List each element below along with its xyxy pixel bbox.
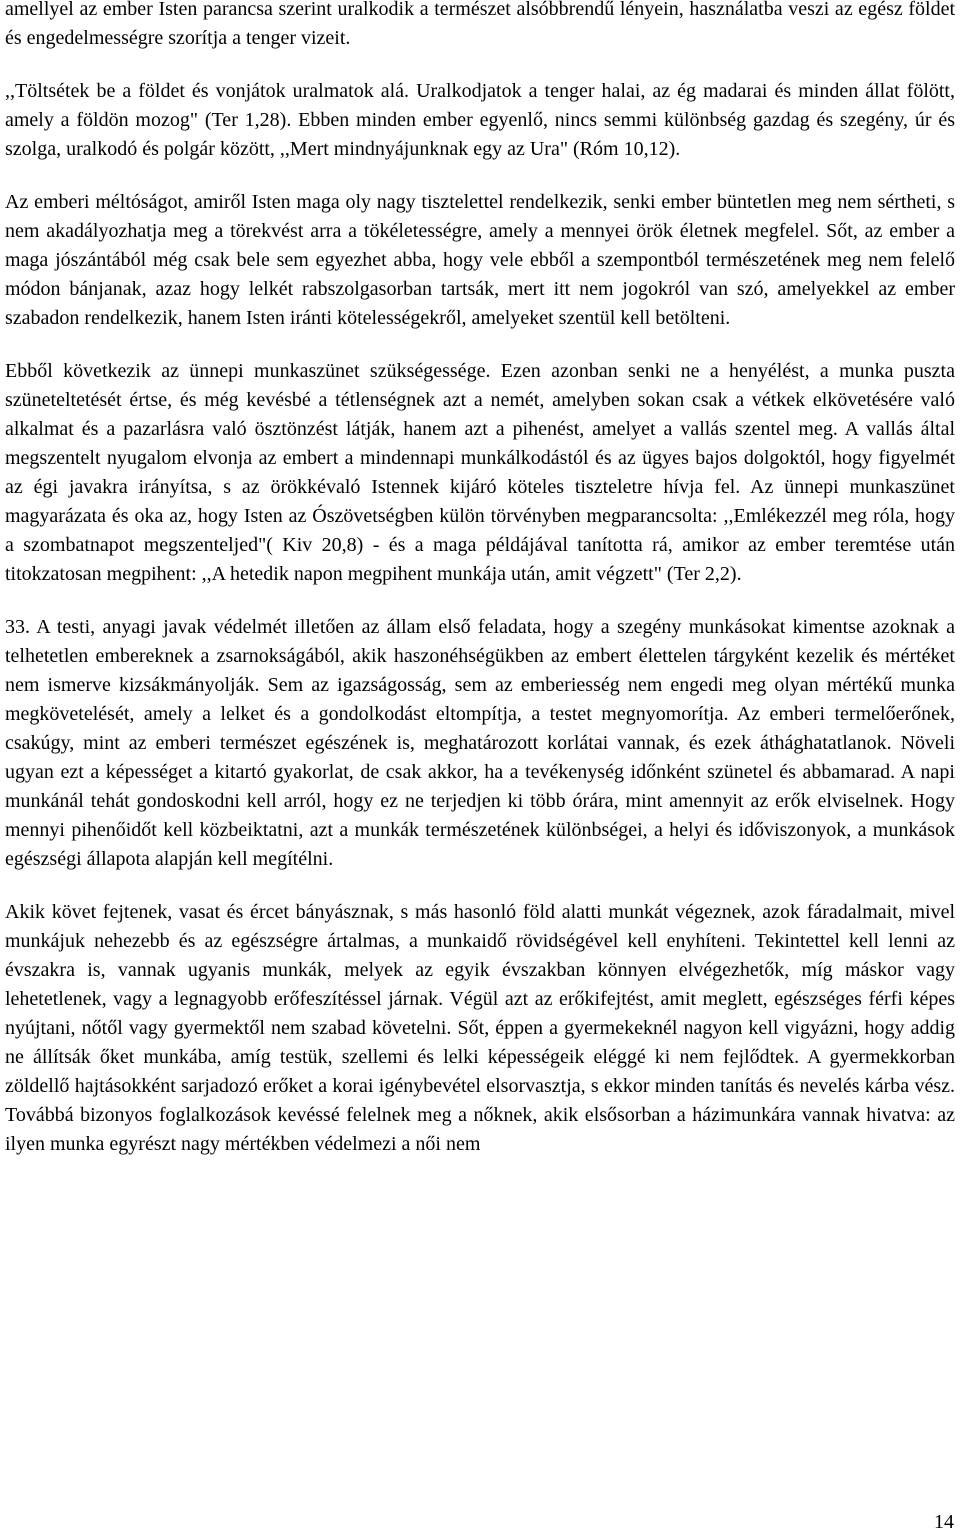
paragraph-6: Akik követ fejtenek, vasat és ércet bányásznak, s más hasonló föld alatti munkát végeznek, azok fáradalmait, mivel munkájuk nehezebb és az egészségre ártalmas, a munkaidő rövidségével kell enyhíteni. Tekintettel kell lenni az évszakra is, vannak ugyanis munkák, melyek az egyik évszakban könnyen elvégezhetők, míg máskor vagy lehetetlenek, vagy a legnagyobb erőfeszítéssel járnak. Végül azt az erőkifejtést, amit meglett, egészséges férfi képes nyújtani, nőtől vagy gyermektől nem szabad követelni. Sőt, éppen a gyermekeknél nagyon kell vigyázni, hogy addig ne állítsák őket munkába, amíg testük, szellemi és lelki képességeik eléggé ki nem fejlődtek. A gyermekkorban zöldellő hajtásokként sarjadozó erőket a korai igénybevétel elsorvasztja, s ekkor minden tanítás és nevelés kárba vész. Továbbá bizonyos foglalkozások kevéssé felelnek meg a nőknek, akik elsősorban a házimunkára vannak hivatva: az ilyen munka egyrészt nagy mértékben védelmezi a női nem xyxy=(5,901,955,1155)
document-page xyxy=(5,0,955,1159)
paragraph-2: ,,Töltsétek be a földet és vonjátok uralmatok alá. Uralkodjatok a tenger halai, az ég madarai és minden állat fölött, amely a földön mozog" (Ter 1,28). Ebben minden ember egyenlő, nincs semmi különbség gazdag és szegény, úr és szolga, uralkodó és polgár között, ,,Mert mindnyájunknak egy az Ura" (Róm 10,12). xyxy=(5,80,955,160)
paragraph-4: Ebből következik az ünnepi munkaszünet szükségessége. Ezen azonban senki ne a henyélést, a munka puszta szüneteltetését értse, és még kevésbé a tétlenségnek azt a nemét, amelyben sokan csak a vétkek elkövetésére való alkalmat és a pazarlásra való ösztönzést látják, hanem azt a pihenést, amelyet a vallás szentel meg. A vallás által megszentelt nyugalom elvonja az embert a mindennapi munkálkodástól és az ügyes bajos dolgoktól, hogy figyelmét az égi javakra irányítsa, s az örökkévaló Istennek kijáró köteles tiszteletre hívja fel. Az ünnepi munkaszünet magyarázata és oka az, hogy Isten az Ószövetségben külön törvényben megparancsolta: ,,Emlékezzél meg róla, hogy a szombatnapot megszenteljed"( Kiv 20,8) - és a maga példájával tanította rá, amikor az ember teremtése után titokzatosan megpihent: ,,A hetedik napon megpihent munkája után, amit végzett" (Ter 2,2). xyxy=(5,360,955,585)
paragraph-5: 33. A testi, anyagi javak védelmét illetően az állam első feladata, hogy a szegény munkásokat kimentse azoknak a telhetetlen embereknek a zsarnokságából, akik haszonéhségükben az embert élettelen tárgyként kezelik és mértéket nem ismerve kizsákmányolják. Sem az igazságosság, sem az emberiesség nem engedi meg olyan mértékű munka megkövetelését, amely a lelket és a gondolkodást eltompítja, a testet megnyomorítja. Az emberi termelőerőnek, csakúgy, mint az emberi természet egészének is, meghatározott korlátai vannak, és ezek áthághatatlanok. Növeli ugyan ezt a képességet a kitartó gyakorlat, de csak akkor, ha a tevékenység időnként szünetel és abbamarad. A napi munkánál tehát gondoskodni kell arról, hogy ez ne terjedjen ki több órára, mint amennyit az erők elviselnek. Hogy mennyi pihenőidőt kell közbeiktatni, azt a munkák természetének különbségei, a helyi és időviszonyok, a munkások egészségi állapota alapján kell megítélni. xyxy=(5,616,955,870)
page-number: 14 xyxy=(934,1511,954,1533)
paragraph-1: amellyel az ember Isten parancsa szerint uralkodik a természet alsóbbrendű lényein, használatba veszi az egész földet és engedelmességre szorítja a tenger vizeit. xyxy=(5,0,955,49)
paragraph-3: Az emberi méltóságot, amiről Isten maga oly nagy tisztelettel rendelkezik, senki ember büntetlen meg nem sértheti, s nem akadályozhatja meg a törekvést arra a tökéletességre, amely a mennyei örök életnek megfelel. Sőt, az ember a maga jószántából még csak bele sem egyezhet abba, hogy vele ebből a szempontból természetének meg nem felelő módon bánjanak, azaz hogy lelkét rabszolgasorban tartsák, mert itt nem jogokról van szó, amelyekkel az ember szabadon rendelkezik, hanem Isten iránti kötelességekről, amelyeket szentül kell betölteni. xyxy=(5,191,955,329)
